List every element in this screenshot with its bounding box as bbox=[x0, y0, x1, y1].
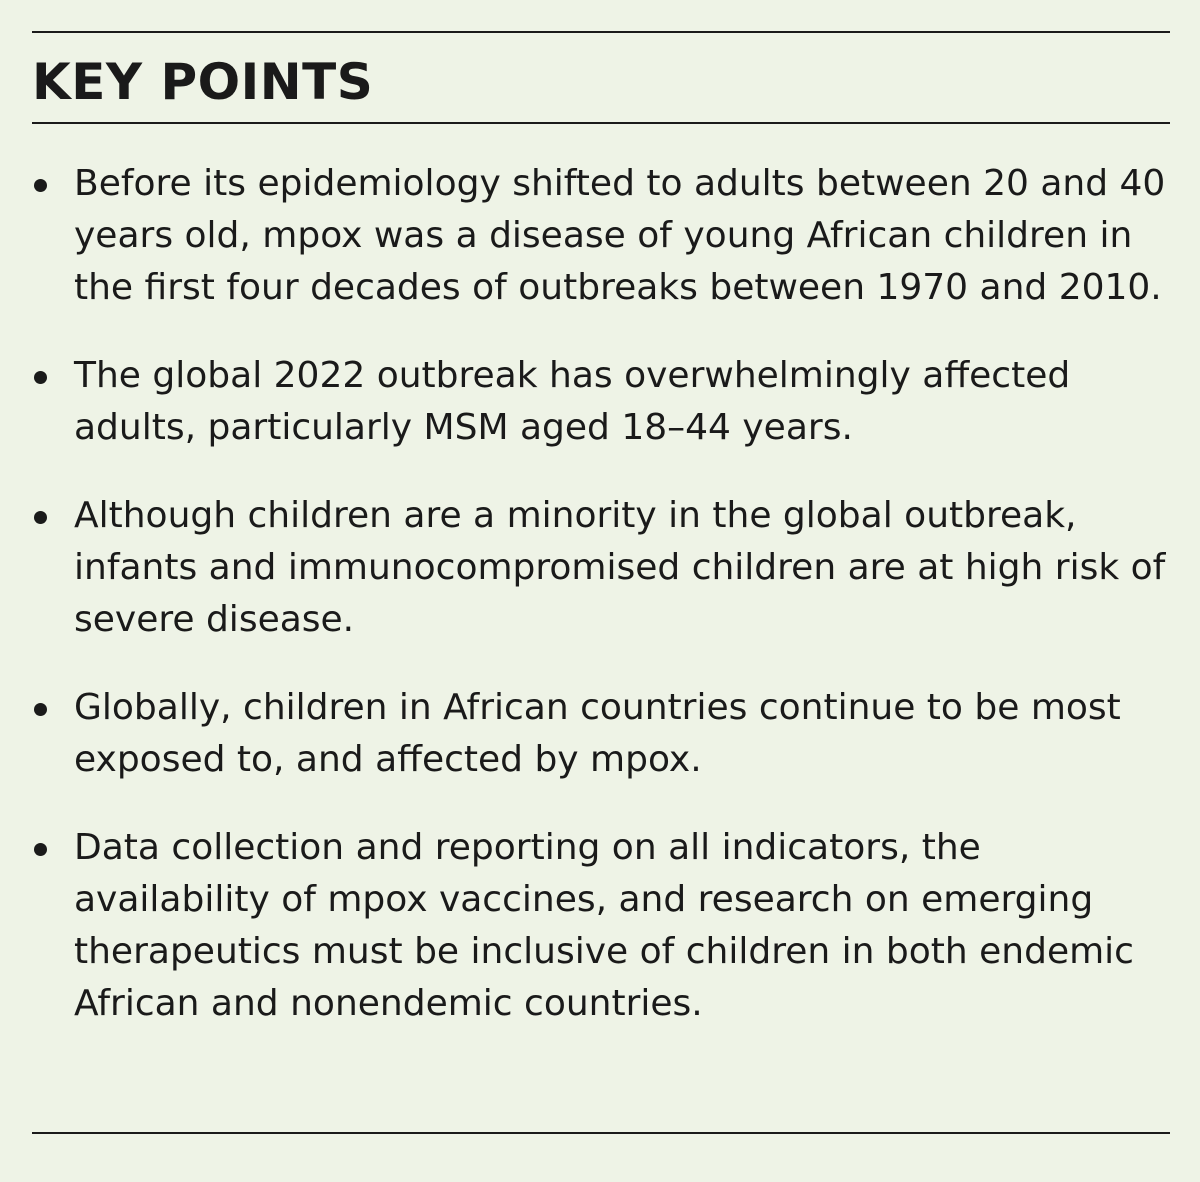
bottom-rule bbox=[32, 1132, 1170, 1134]
bullet-icon bbox=[34, 703, 47, 716]
key-point-item bbox=[32, 350, 1170, 454]
bullet-icon bbox=[34, 179, 47, 192]
key-point-item bbox=[32, 158, 1170, 314]
key-point-text: Before its epidemiology shifted to adults between 20 and 40 years old, mpox was a disease of young African children in the first four decades of outbreaks between 1970 and 2010. bbox=[74, 163, 1166, 308]
key-point-text: Data collection and reporting on all indicators, the availability of mpox vaccines, and research on emerging therapeutics must be inclusive of children in both endemic African and nonendemic countries. bbox=[74, 827, 1134, 1024]
key-point-text: The global 2022 outbreak has overwhelmingly affected adults, particularly MSM aged 18–44 years. bbox=[74, 355, 1071, 448]
key-point-item bbox=[32, 822, 1170, 1030]
key-point-text: Globally, children in African countries continue to be most exposed to, and affected by mpox. bbox=[74, 687, 1121, 780]
top-rule bbox=[32, 31, 1170, 33]
bullet-icon bbox=[34, 371, 47, 384]
key-points-heading: KEY POINTS bbox=[32, 53, 374, 111]
key-point-item bbox=[32, 490, 1170, 646]
bullet-icon bbox=[34, 511, 47, 524]
key-points-list bbox=[32, 158, 1170, 1066]
heading-rule bbox=[32, 122, 1170, 124]
bullet-icon bbox=[34, 843, 47, 856]
key-point-text: Although children are a minority in the global outbreak, infants and immunocompromised children are at high risk of severe disease. bbox=[74, 495, 1166, 640]
key-point-item bbox=[32, 682, 1170, 786]
